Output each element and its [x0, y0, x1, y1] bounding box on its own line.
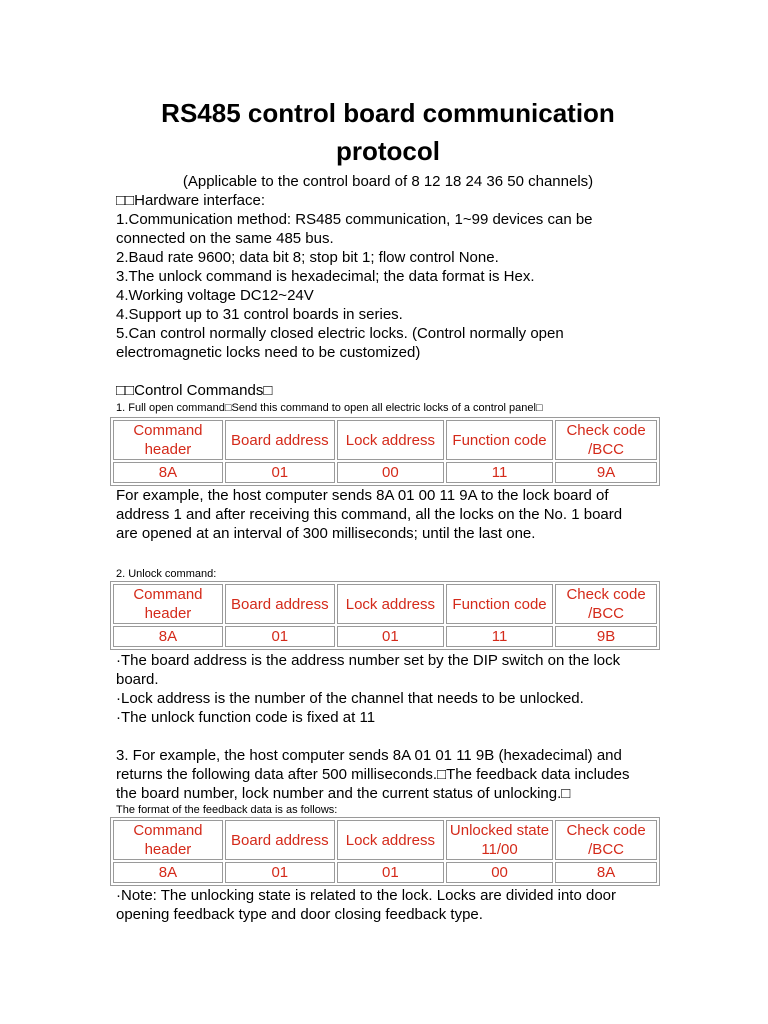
unlock-command-table — [110, 581, 660, 650]
unlock-notes: ·The board address is the address number set by the DIP switch on the lock board. ·Lock address is the number of the channel that needs to be unlocked. ·The unlock function code is fixed at 11 — [116, 652, 621, 726]
table-cell: 01 — [225, 462, 335, 483]
table-cell: Command header — [113, 820, 223, 860]
feedback-caption: The format of the feedback data is as follows: — [116, 804, 338, 816]
command2-caption: 2. Unlock command: — [116, 568, 217, 580]
table-cell: Command header — [113, 420, 223, 460]
table-cell: Function code — [446, 584, 553, 624]
table-cell: Command header — [113, 584, 223, 624]
table-row — [113, 626, 657, 647]
table-cell: Lock address — [337, 420, 444, 460]
table-cell: Board address — [225, 820, 335, 860]
table-cell: Function code — [446, 420, 553, 460]
table-cell: 01 — [225, 626, 335, 647]
table-cell: Unlocked state 11/00 — [446, 820, 553, 860]
table-row — [113, 862, 657, 883]
table-cell: 11 — [446, 462, 553, 483]
hardware-heading: □□Hardware interface: — [116, 192, 266, 209]
unlocking-state-note: ·Note: The unlocking state is related to the lock. Locks are divided into door opening feedback type and door closing feedback type. — [116, 887, 617, 923]
table-cell: Lock address — [337, 584, 444, 624]
table-cell: Check code /BCC — [555, 584, 657, 624]
hardware-line: 5.Can control normally closed electric locks. (Control normally open — [116, 325, 564, 342]
hardware-line: 4.Support up to 31 control boards in series. — [116, 306, 403, 323]
table-cell: 01 — [337, 862, 444, 883]
table-cell: Board address — [225, 584, 335, 624]
command1-caption: 1. Full open command□Send this command to open all electric locks of a control panel□ — [116, 402, 543, 414]
table-cell: 01 — [337, 626, 444, 647]
table-cell: 00 — [446, 862, 553, 883]
hardware-line: electromagnetic locks need to be customized) — [116, 344, 421, 361]
table-cell: Board address — [225, 420, 335, 460]
table-cell: 8A — [113, 626, 223, 647]
table-cell: Check code /BCC — [555, 820, 657, 860]
full-open-command-table — [110, 417, 660, 486]
document-title: RS485 control board communication protocol — [161, 98, 615, 166]
feedback-data-table — [110, 817, 660, 886]
hardware-line: 1.Communication method: RS485 communication, 1~99 devices can be — [116, 211, 593, 228]
hardware-line: 4.Working voltage DC12~24V — [116, 287, 314, 304]
commands-heading: □□Control Commands□ — [116, 382, 273, 399]
table-cell: 8A — [113, 462, 223, 483]
example3-paragraph: 3. For example, the host computer sends 8A 01 01 11 9B (hexadecimal) and returns the following data after 500 milliseconds.□The feedback data includes the board number, lock number and the current status of unlocking.□ — [116, 747, 630, 802]
table-cell: 00 — [337, 462, 444, 483]
table-header-row — [113, 584, 657, 624]
hardware-section — [116, 210, 660, 362]
table-cell: 9A — [555, 462, 657, 483]
table-cell: 8A — [555, 862, 657, 883]
table-cell: 8A — [113, 862, 223, 883]
document-subtitle: (Applicable to the control board of 8 12 18 24 36 50 channels) — [182, 173, 594, 190]
hardware-line: 3.The unlock command is hexadecimal; the data format is Hex. — [116, 268, 535, 285]
table-cell: Lock address — [337, 820, 444, 860]
table-cell: 01 — [225, 862, 335, 883]
hardware-line: 2.Baud rate 9600; data bit 8; stop bit 1; flow control None. — [116, 249, 499, 266]
example1-paragraph: For example, the host computer sends 8A 01 00 11 9A to the lock board of address 1 and after receiving this command, all the locks on the No. 1 board are opened at an interval of 300 milliseconds; until the last one. — [116, 487, 623, 542]
table-row — [113, 462, 657, 483]
table-header-row — [113, 820, 657, 860]
hardware-line: connected on the same 485 bus. — [116, 230, 334, 247]
table-header-row — [113, 420, 657, 460]
table-cell: Check code /BCC — [555, 420, 657, 460]
table-cell: 11 — [446, 626, 553, 647]
document-page — [116, 94, 660, 924]
table-cell: 9B — [555, 626, 657, 647]
